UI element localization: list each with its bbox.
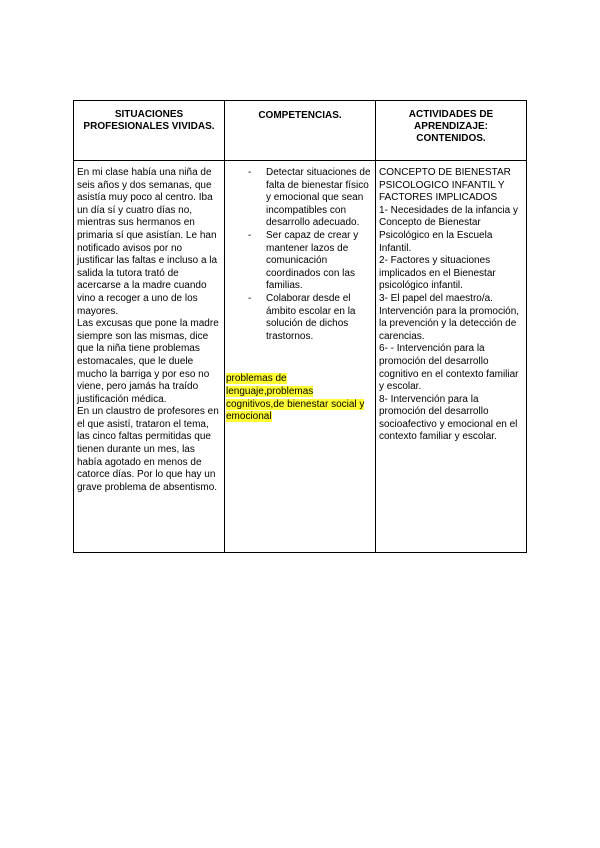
header-situaciones: SITUACIONES PROFESIONALES VIVIDAS. xyxy=(74,101,225,161)
dash-bullet-icon: - xyxy=(248,229,252,241)
competencies-table xyxy=(73,100,527,553)
actividad-item: 2- Factores y situaciones implicados en el Bienestar psicológico infantil. xyxy=(379,255,496,292)
actividad-item: 1- Necesidades de la infancia y Concepto de Bienestar Psicológico en la Escuela Infantil. xyxy=(379,204,518,254)
header-competencias: COMPETENCIAS. xyxy=(225,101,376,161)
actividad-item: 6- - Intervención para la promoción del desarrollo cognitivo en el contexto familiar y escolar. xyxy=(379,343,519,393)
actividades-cell xyxy=(376,161,527,553)
table-body-row xyxy=(74,161,527,553)
table-header-row xyxy=(74,101,527,161)
competencias-cell xyxy=(225,161,376,553)
situacion-paragraph-1: En mi clase había una niña de seis años y dos semanas, que asistía muy poco al centro. Iba un día sí y cuatro días no, mientras sus hermanos en primaria sí que asistían. Le han notificado avisos por no justificar las faltas e incluso a la salida la tutora trató de acercarse a la madre cuando vino a recoger a uno de los mayores. xyxy=(77,167,218,317)
situaciones-cell xyxy=(74,161,225,553)
highlighted-text: problemas de lenguaje,problemas cognitivos,de bienestar social y emocional xyxy=(226,373,365,423)
competencia-text: Ser capaz de crear y mantener lazos de comunicación coordinados con las familias. xyxy=(266,229,359,292)
actividades-title: CONCEPTO DE BIENESTAR PSICOLOGICO INFANTIL Y FACTORES IMPLICADOS xyxy=(379,167,511,204)
highlight-block xyxy=(226,373,372,423)
competencia-text: Detectar situaciones de falta de bienestar físico y emocional que sean incompatibles con desarrollo adecuado. xyxy=(266,167,371,229)
situacion-paragraph-2: Las excusas que pone la madre siempre son las mismas, dice que la niña tiene problemas estomacales, que le duele mucho la barriga y por eso no viene, pero jamás ha traído justificación médica. xyxy=(77,318,219,405)
competencias-list xyxy=(228,167,372,343)
competencia-item xyxy=(248,293,372,343)
dash-bullet-icon: - xyxy=(248,292,252,304)
actividad-item: 3- El papel del maestro/a. Intervención para la promoción, la prevención y la detección de carencias. xyxy=(379,292,520,342)
dash-bullet-icon: - xyxy=(248,167,252,178)
header-actividades: ACTIVIDADES DE APRENDIZAJE: CONTENIDOS. xyxy=(376,101,527,161)
situacion-paragraph-3: En un claustro de profesores en el que asistí, trataron el tema, las cinco faltas permitidas que tienen durante un mes, las había agotado en menos de catorce días. Por lo que hay un grave problema de absentismo. xyxy=(77,406,219,493)
competencia-item xyxy=(248,167,372,230)
competencia-text: Colaborar desde el ámbito escolar en la solución de dichos trastornos. xyxy=(266,292,356,342)
actividad-item: 8- Intervención para la promoción del desarrollo socioafectivo y emocional en el contexto familiar y escolar. xyxy=(379,393,518,443)
competencia-item xyxy=(248,230,372,293)
